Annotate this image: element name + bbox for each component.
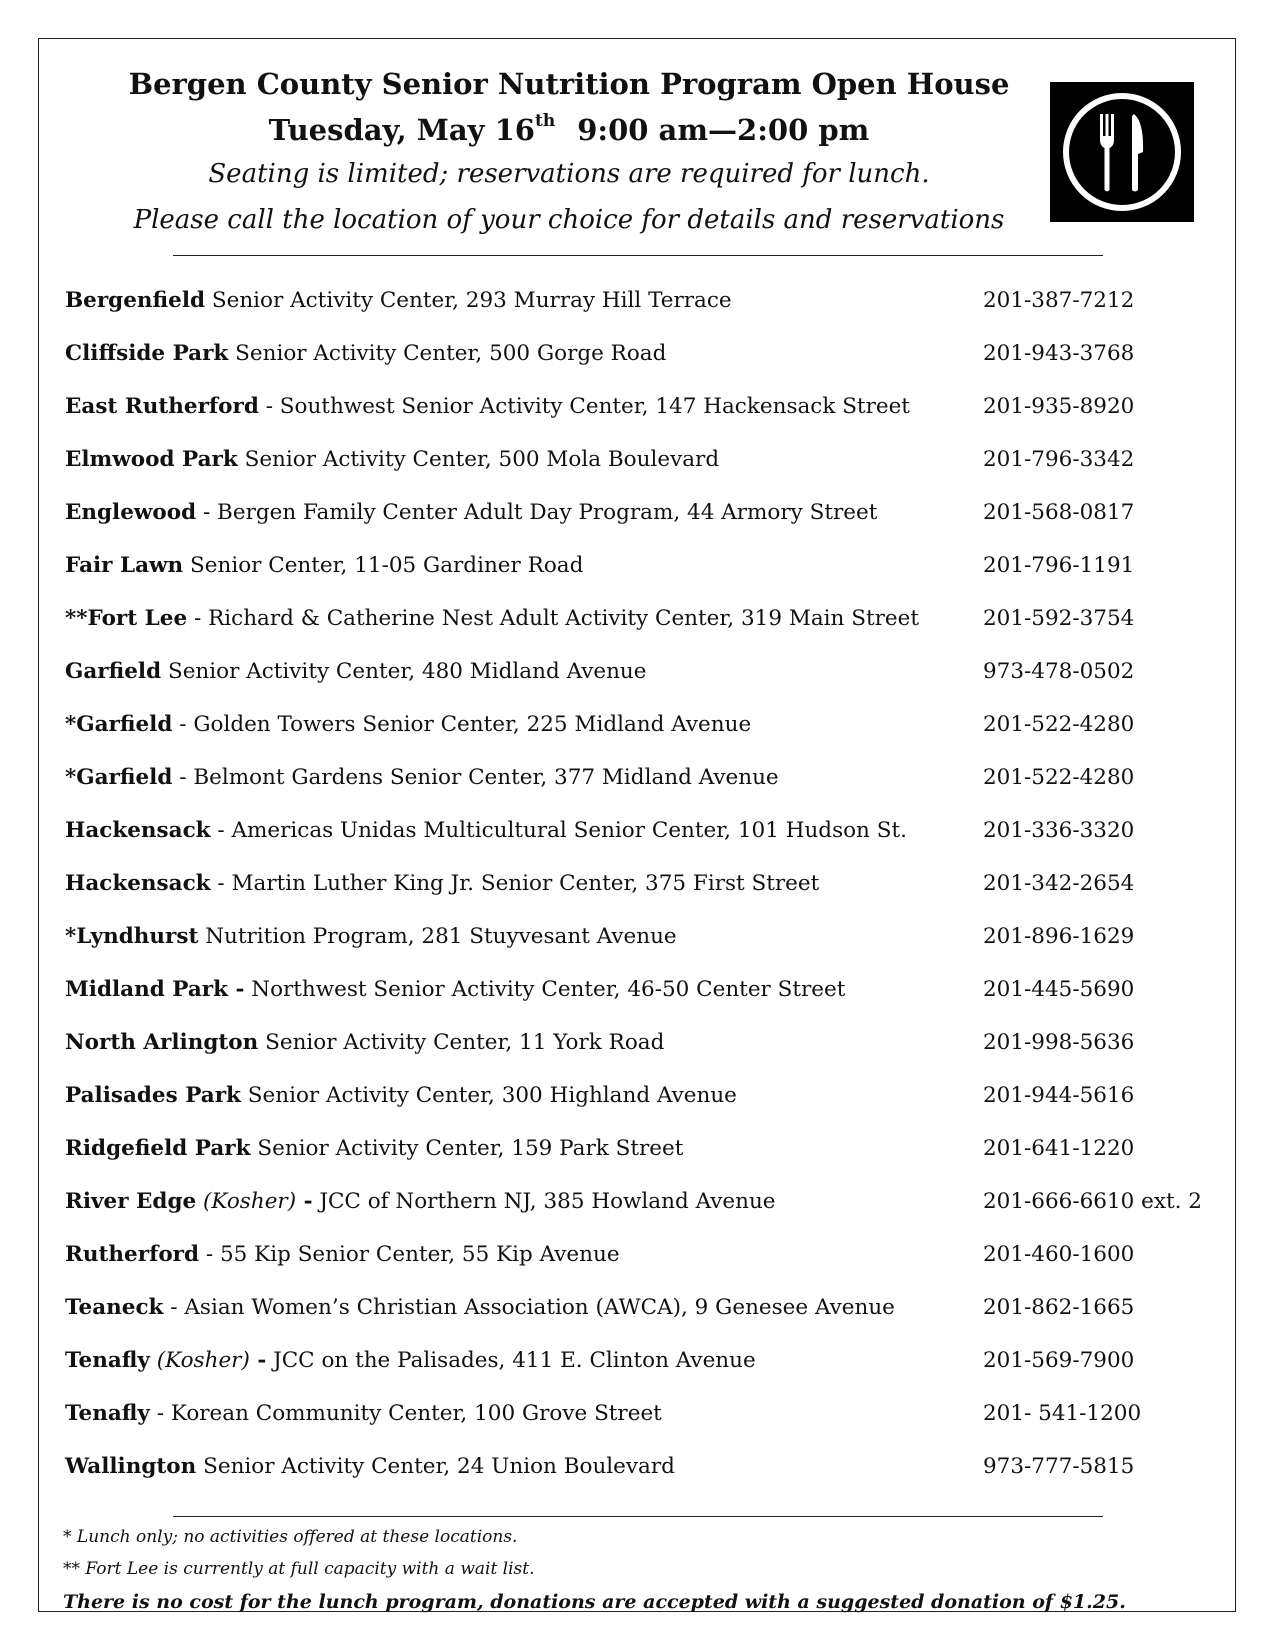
town-label: Ridgefield Park bbox=[65, 1136, 251, 1161]
location-row bbox=[65, 1136, 1225, 1189]
location-row bbox=[65, 500, 1225, 553]
town-name bbox=[65, 818, 211, 843]
center-description: Senior Activity Center, 500 Mola Boulevard bbox=[237, 447, 720, 472]
phone-number: 201-387-7212 bbox=[983, 288, 1135, 313]
location-list bbox=[65, 288, 1225, 1507]
town-label: Garfield bbox=[65, 659, 162, 684]
town-name bbox=[65, 500, 196, 525]
location-row bbox=[65, 341, 1225, 394]
event-time: 9:00 am—2:00 pm bbox=[577, 113, 870, 147]
town-name bbox=[65, 447, 238, 472]
town-name bbox=[65, 977, 228, 1002]
town-label: Tenafly bbox=[65, 1348, 150, 1373]
town-name bbox=[65, 1401, 150, 1426]
town-name bbox=[65, 288, 205, 313]
center-description: Senior Activity Center, 500 Gorge Road bbox=[228, 341, 667, 366]
location-row bbox=[65, 712, 1225, 765]
center-description: Northwest Senior Activity Center, 46-50 Center Street bbox=[244, 977, 846, 1002]
town-name bbox=[65, 1295, 163, 1320]
town-label: Englewood bbox=[65, 500, 197, 525]
phone-number: 201-569-7900 bbox=[983, 1348, 1135, 1373]
footnote-marker: * bbox=[65, 765, 77, 790]
town-name bbox=[65, 1454, 196, 1479]
center-description: - Asian Women’s Christian Association (AWCA), 9 Genesee Avenue bbox=[163, 1295, 895, 1320]
town-label: Hackensack bbox=[65, 871, 211, 896]
phone-number: 201-460-1600 bbox=[983, 1242, 1135, 1267]
location-row bbox=[65, 1454, 1225, 1507]
flyer-frame bbox=[38, 38, 1236, 1612]
location-row bbox=[65, 288, 1225, 341]
footnote-donation: There is no cost for the lunch program, donations are accepted with a suggested donation of $1.25. bbox=[63, 1591, 1126, 1613]
location-row bbox=[65, 871, 1225, 924]
center-description: - Korean Community Center, 100 Grove Street bbox=[149, 1401, 662, 1426]
event-date: Tuesday, May 16 bbox=[268, 113, 535, 147]
center-description: - 55 Kip Senior Center, 55 Kip Avenue bbox=[199, 1242, 620, 1267]
location-row bbox=[65, 606, 1225, 659]
town-label: Lyndhurst bbox=[76, 924, 199, 949]
town-label: Elmwood Park bbox=[65, 447, 238, 472]
town-name bbox=[65, 553, 183, 578]
center-description: Nutrition Program, 281 Stuyvesant Avenue bbox=[198, 924, 677, 949]
phone-number: 201-796-3342 bbox=[983, 447, 1135, 472]
town-label: Wallington bbox=[65, 1454, 197, 1479]
town-name bbox=[65, 1083, 241, 1108]
town-name bbox=[65, 1030, 258, 1055]
town-label: Garfield bbox=[76, 765, 173, 790]
town-label: North Arlington bbox=[65, 1030, 259, 1055]
footnote-lunch-only: * Lunch only; no activities offered at these locations. bbox=[63, 1527, 518, 1547]
town-label: Fair Lawn bbox=[65, 553, 184, 578]
subtitle-call: Please call the location of your choice for details and reservations bbox=[133, 205, 1005, 235]
town-label: River Edge bbox=[65, 1189, 197, 1214]
phone-number: 201-944-5616 bbox=[983, 1083, 1135, 1108]
center-description: - Golden Towers Senior Center, 225 Midland Avenue bbox=[172, 712, 752, 737]
phone-number: 201-998-5636 bbox=[983, 1030, 1135, 1055]
location-row bbox=[65, 1242, 1225, 1295]
town-label: East Rutherford bbox=[65, 394, 259, 419]
phone-number: 201-522-4280 bbox=[983, 712, 1135, 737]
town-label: Rutherford bbox=[65, 1242, 200, 1267]
location-row bbox=[65, 977, 1225, 1030]
phone-number: 201-568-0817 bbox=[983, 500, 1135, 525]
center-description: Senior Activity Center, 300 Highland Avenue bbox=[240, 1083, 737, 1108]
town-label: Bergenfield bbox=[65, 288, 206, 313]
town-label: Tenafly bbox=[65, 1401, 150, 1426]
center-description: Senior Activity Center, 11 York Road bbox=[258, 1030, 665, 1055]
location-row bbox=[65, 765, 1225, 818]
center-description: - Americas Unidas Multicultural Senior Center, 101 Hudson St. bbox=[210, 818, 907, 843]
fork-knife-icon bbox=[1050, 82, 1194, 222]
center-description: - Bergen Family Center Adult Day Program, 44 Armory Street bbox=[196, 500, 878, 525]
town-label: Teaneck bbox=[65, 1295, 164, 1320]
divider-top bbox=[173, 255, 1103, 256]
location-row bbox=[65, 553, 1225, 606]
kosher-label: (Kosher) bbox=[149, 1348, 250, 1373]
town-name bbox=[65, 1242, 199, 1267]
town-name bbox=[65, 394, 259, 419]
phone-number: 201-862-1665 bbox=[983, 1295, 1135, 1320]
center-description: Senior Activity Center, 480 Midland Avenue bbox=[161, 659, 647, 684]
location-row bbox=[65, 1348, 1225, 1401]
header bbox=[39, 39, 1237, 304]
location-row bbox=[65, 818, 1225, 871]
separator: - bbox=[296, 1189, 313, 1214]
center-description: - Southwest Senior Activity Center, 147 Hackensack Street bbox=[258, 394, 910, 419]
divider-bottom bbox=[173, 1516, 1103, 1517]
phone-number: 201-445-5690 bbox=[983, 977, 1135, 1002]
footnote-fort-lee: ** Fort Lee is currently at full capacity with a wait list. bbox=[63, 1559, 535, 1579]
page-title: Bergen County Senior Nutrition Program Open House bbox=[128, 67, 1010, 101]
center-description: Senior Activity Center, 159 Park Street bbox=[250, 1136, 684, 1161]
separator: - bbox=[249, 1348, 267, 1373]
town-name bbox=[65, 1189, 196, 1214]
center-description: JCC on the Palisades, 411 E. Clinton Avenue bbox=[266, 1348, 756, 1373]
center-description: - Belmont Gardens Senior Center, 377 Midland Avenue bbox=[172, 765, 779, 790]
phone-number: 201-641-1220 bbox=[983, 1136, 1135, 1161]
location-row bbox=[65, 1083, 1225, 1136]
location-row bbox=[65, 1295, 1225, 1348]
center-description: - Martin Luther King Jr. Senior Center, 375 First Street bbox=[210, 871, 820, 896]
phone-number: 201- 541-1200 bbox=[983, 1401, 1142, 1426]
phone-number: 201-896-1629 bbox=[983, 924, 1135, 949]
town-label: Midland Park bbox=[65, 977, 228, 1002]
town-name bbox=[65, 924, 198, 949]
phone-number: 201-342-2654 bbox=[983, 871, 1135, 896]
footnotes bbox=[63, 1527, 1223, 1623]
location-row bbox=[65, 924, 1225, 977]
location-row bbox=[65, 447, 1225, 500]
town-label: Cliffside Park bbox=[65, 341, 229, 366]
phone-number: 201-336-3320 bbox=[983, 818, 1135, 843]
town-label: Garfield bbox=[76, 712, 173, 737]
location-row bbox=[65, 659, 1225, 712]
town-name bbox=[65, 712, 172, 737]
phone-number: 201-935-8920 bbox=[983, 394, 1135, 419]
location-row bbox=[65, 1401, 1225, 1454]
phone-number: 201-666-6610 ext. 2 bbox=[983, 1189, 1202, 1214]
town-name bbox=[65, 871, 211, 896]
phone-number: 201-943-3768 bbox=[983, 341, 1135, 366]
center-description: - Richard & Catherine Nest Adult Activity Center, 319 Main Street bbox=[187, 606, 919, 631]
footnote-marker: * bbox=[65, 924, 77, 949]
center-description: Senior Activity Center, 293 Murray Hill Terrace bbox=[205, 288, 732, 313]
town-name bbox=[65, 1348, 150, 1373]
phone-number: 201-522-4280 bbox=[983, 765, 1135, 790]
footnote-marker: * bbox=[65, 712, 77, 737]
phone-number: 201-592-3754 bbox=[983, 606, 1135, 631]
town-name bbox=[65, 765, 172, 790]
center-description: Senior Center, 11-05 Gardiner Road bbox=[183, 553, 584, 578]
subtitle-seating: Seating is limited; reservations are required for lunch. bbox=[208, 159, 930, 189]
town-name bbox=[65, 659, 161, 684]
phone-number: 973-478-0502 bbox=[983, 659, 1135, 684]
town-name bbox=[65, 1136, 251, 1161]
town-label: Fort Lee bbox=[87, 606, 188, 631]
phone-number: 201-796-1191 bbox=[983, 553, 1135, 578]
separator: - bbox=[228, 977, 245, 1002]
town-label: Hackensack bbox=[65, 818, 211, 843]
town-label: Palisades Park bbox=[65, 1083, 241, 1108]
center-description: Senior Activity Center, 24 Union Boulevard bbox=[196, 1454, 675, 1479]
phone-number: 973-777-5815 bbox=[983, 1454, 1135, 1479]
location-row bbox=[65, 1189, 1225, 1242]
location-row bbox=[65, 1030, 1225, 1083]
town-name bbox=[65, 341, 228, 366]
date-suffix: th bbox=[534, 111, 556, 132]
town-name bbox=[65, 606, 187, 631]
event-date-time bbox=[39, 113, 1099, 147]
footnote-marker: ** bbox=[65, 606, 88, 631]
location-row bbox=[65, 394, 1225, 447]
kosher-label: (Kosher) bbox=[196, 1189, 297, 1214]
center-description: JCC of Northern NJ, 385 Howland Avenue bbox=[312, 1189, 776, 1214]
